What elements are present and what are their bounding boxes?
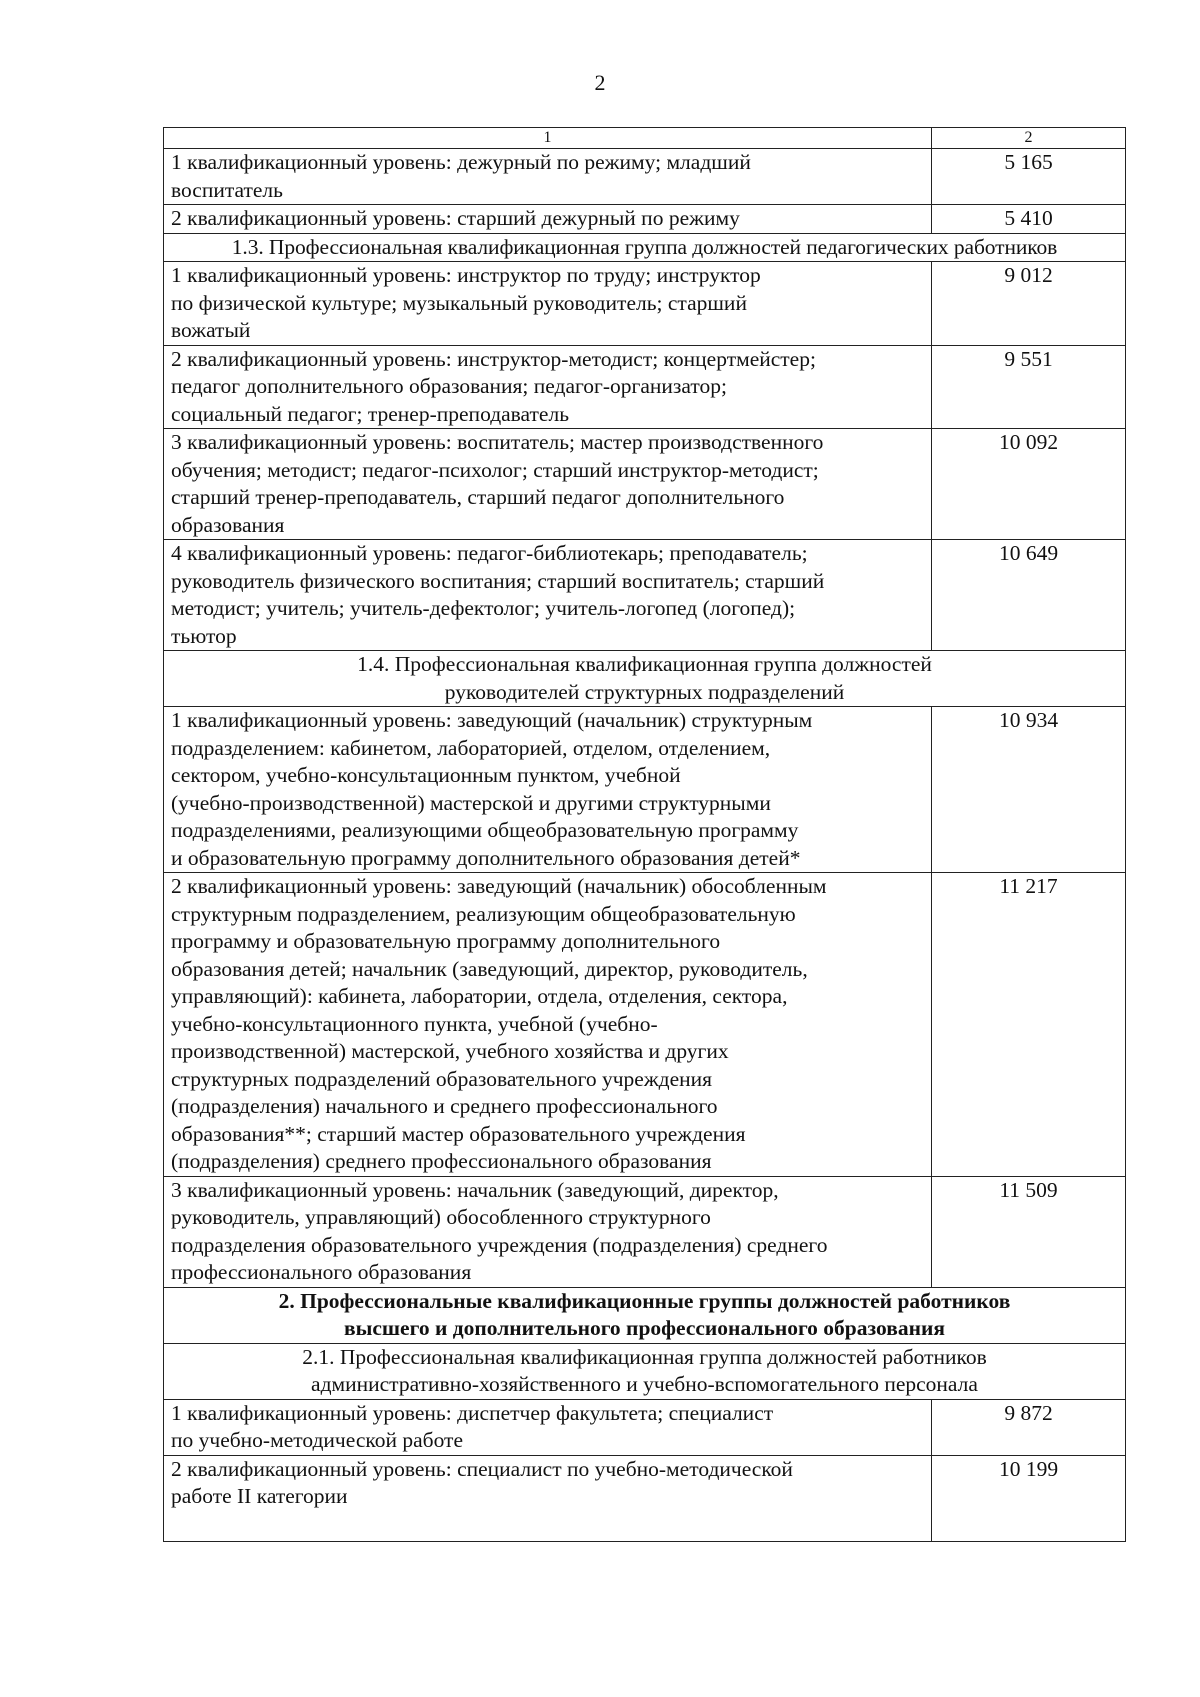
description-line: 2 квалификационный уровень: инструктор-методист; концертмейстер; bbox=[171, 346, 816, 371]
table-row bbox=[164, 345, 1126, 429]
section-title bbox=[164, 651, 1126, 707]
description-line: 1 квалификационный уровень: инструктор по труду; инструктор bbox=[171, 263, 761, 287]
description-line: по учебно-методической работе bbox=[171, 1428, 463, 1452]
description-line: (учебно-производственной) мастерской и другими структурными bbox=[171, 790, 771, 815]
description-line: воспитатель bbox=[171, 177, 283, 202]
description-line: работе II категории bbox=[171, 1484, 348, 1508]
table-row bbox=[164, 873, 1126, 1177]
section-title bbox=[164, 1343, 1126, 1399]
salary-value: 5 410 bbox=[932, 205, 1126, 234]
position-description bbox=[164, 262, 932, 346]
column-header-2: 2 bbox=[932, 128, 1126, 149]
position-description bbox=[164, 429, 932, 540]
table-row bbox=[164, 149, 1126, 205]
description-line: 1 квалификационный уровень: заведующий (начальник) структурным bbox=[171, 708, 813, 732]
salary-value: 10 092 bbox=[932, 429, 1126, 540]
section-title bbox=[164, 233, 1126, 262]
description-line: 1 квалификационный уровень: дежурный по режиму; младший bbox=[171, 150, 751, 174]
description-line: 3 квалификационный уровень: воспитатель; мастер производственного bbox=[171, 430, 824, 454]
position-description bbox=[164, 149, 932, 205]
position-description bbox=[164, 1399, 932, 1455]
description-line: тьютор bbox=[171, 623, 237, 648]
description-line: подразделениями, реализующими общеобразовательную программу bbox=[171, 818, 799, 842]
section-title-line: 1.4. Профессиональная квалификационная группа должностей bbox=[357, 652, 932, 676]
description-line: программу и образовательную программу дополнительного bbox=[171, 929, 721, 953]
description-line: подразделением: кабинетом, лабораторией, отделом, отделением, bbox=[171, 735, 771, 760]
description-line: вожатый bbox=[171, 318, 251, 342]
description-line: 3 квалификационный уровень: начальник (заведующий, директор, bbox=[171, 1177, 779, 1202]
section-title-line: 1.3. Профессиональная квалификационная группа должностей педагогических работников bbox=[231, 234, 1058, 259]
table-row bbox=[164, 1455, 1126, 1541]
table-row bbox=[164, 707, 1126, 873]
description-line: 4 квалификационный уровень: педагог-библиотекарь; преподаватель; bbox=[171, 541, 808, 565]
description-line: 2 квалификационный уровень: старший дежурный по режиму bbox=[171, 206, 740, 230]
description-line: по физической культуре; музыкальный руководитель; старший bbox=[171, 290, 747, 315]
salary-value: 11 217 bbox=[932, 873, 1126, 1177]
table-row bbox=[164, 205, 1126, 234]
position-description bbox=[164, 1176, 932, 1287]
description-line: производственной) мастерской, учебного хозяйства и других bbox=[171, 1039, 729, 1063]
salary-value: 5 165 bbox=[932, 149, 1126, 205]
section-title-line: руководителей структурных подразделений bbox=[444, 679, 845, 704]
description-line: управляющий): кабинета, лаборатории, отдела, отделения, сектора, bbox=[171, 984, 788, 1008]
description-line: образования**; старший мастер образовательного учреждения bbox=[171, 1121, 746, 1146]
page-number: 2 bbox=[594, 70, 606, 95]
description-line: структурным подразделением, реализующим общеобразовательную bbox=[171, 901, 796, 926]
table-row bbox=[164, 429, 1126, 540]
description-line: методист; учитель; учитель-дефектолог; учитель-логопед (логопед); bbox=[171, 596, 796, 620]
description-line: образования bbox=[171, 512, 285, 537]
description-line: структурных подразделений образовательного учреждения bbox=[171, 1066, 713, 1091]
table-row bbox=[164, 1176, 1126, 1287]
description-line: профессионального образования bbox=[171, 1260, 472, 1284]
description-line: старший тренер-преподаватель, старший педагог дополнительного bbox=[171, 485, 785, 509]
section-title bbox=[164, 1287, 1126, 1343]
description-line: педагог дополнительного образования; педагог-организатор; bbox=[171, 374, 727, 398]
section-title-line: высшего и дополнительного профессионального образования bbox=[343, 1316, 946, 1340]
table-row bbox=[164, 262, 1126, 346]
position-description bbox=[164, 205, 932, 234]
section-header-row bbox=[164, 1343, 1126, 1399]
description-line: 1 квалификационный уровень: диспетчер факультета; специалист bbox=[171, 1400, 774, 1425]
description-line: подразделения образовательного учреждения (подразделения) среднего bbox=[171, 1232, 828, 1257]
description-line: социальный педагог; тренер-преподаватель bbox=[171, 401, 570, 426]
section-header-row bbox=[164, 233, 1126, 262]
column-header-1: 1 bbox=[164, 128, 932, 149]
position-description bbox=[164, 540, 932, 651]
description-line: сектором, учебно-консультационным пунктом, учебной bbox=[171, 763, 681, 787]
section-title-line: административно-хозяйственного и учебно-вспомогательного персонала bbox=[311, 1372, 978, 1396]
table-row bbox=[164, 540, 1126, 651]
description-line: учебно-консультационного пункта, учебной (учебно- bbox=[171, 1011, 658, 1036]
description-line: (подразделения) среднего профессионального образования bbox=[171, 1149, 712, 1173]
salary-value: 9 551 bbox=[932, 345, 1126, 429]
position-description bbox=[164, 707, 932, 873]
description-line: руководитель физического воспитания; старший воспитатель; старший bbox=[171, 568, 825, 593]
description-line: руководитель, управляющий) обособленного структурного bbox=[171, 1205, 711, 1229]
position-description bbox=[164, 345, 932, 429]
section-header-row bbox=[164, 651, 1126, 707]
table-row bbox=[164, 1399, 1126, 1455]
description-line: образования детей; начальник (заведующий, директор, руководитель, bbox=[171, 956, 808, 981]
salary-value: 10 934 bbox=[932, 707, 1126, 873]
section-title-line: 2. Профессиональные квалификационные группы должностей работников bbox=[278, 1288, 1011, 1313]
salary-value: 9 012 bbox=[932, 262, 1126, 346]
salary-table bbox=[163, 127, 1126, 1542]
position-description bbox=[164, 1455, 932, 1541]
description-line: и образовательную программу дополнительного образования детей* bbox=[171, 845, 801, 870]
description-line: (подразделения) начального и среднего профессионального bbox=[171, 1094, 718, 1118]
description-line: 2 квалификационный уровень: заведующий (начальник) обособленным bbox=[171, 874, 827, 898]
description-line: 2 квалификационный уровень: специалист по учебно-методической bbox=[171, 1456, 793, 1481]
salary-value: 9 872 bbox=[932, 1399, 1126, 1455]
section-header-row bbox=[164, 1287, 1126, 1343]
salary-value: 10 199 bbox=[932, 1455, 1126, 1541]
salary-value: 11 509 bbox=[932, 1176, 1126, 1287]
table-header-row bbox=[164, 128, 1126, 149]
description-line: обучения; методист; педагог-психолог; старший инструктор-методист; bbox=[171, 457, 819, 482]
section-title-line: 2.1. Профессиональная квалификационная группа должностей работников bbox=[302, 1344, 987, 1369]
position-description bbox=[164, 873, 932, 1177]
salary-value: 10 649 bbox=[932, 540, 1126, 651]
